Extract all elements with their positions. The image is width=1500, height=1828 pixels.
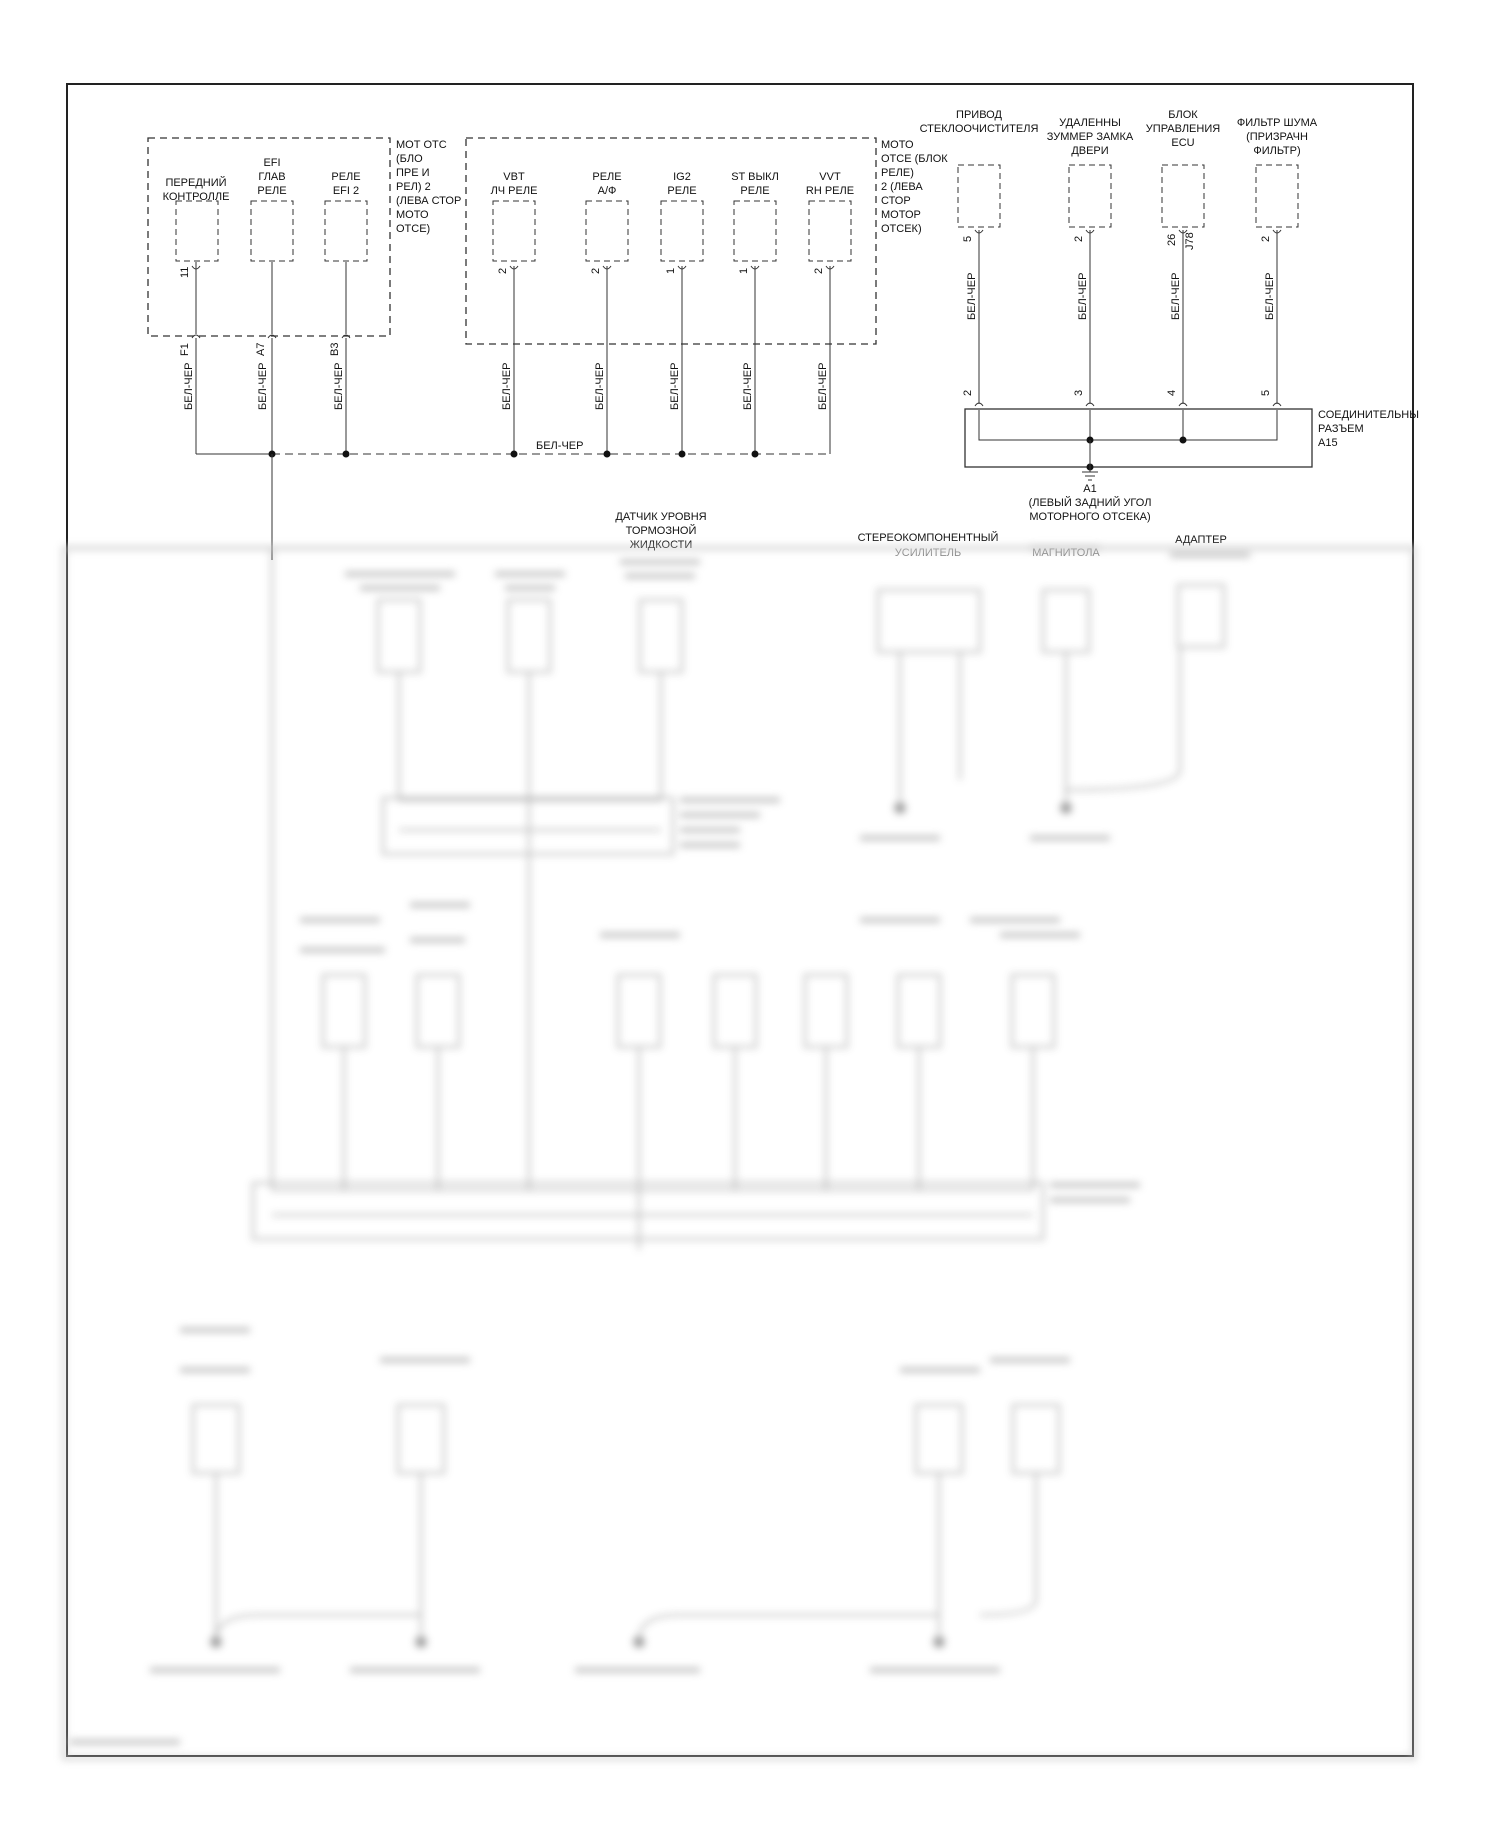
svg-text:МОТО: МОТО (881, 139, 914, 151)
noise-filter (1237, 117, 1318, 406)
svg-text:УСИЛИТЕЛЬ: УСИЛИТЕЛЬ (894, 547, 962, 559)
svg-text:РЕЛЕ: РЕЛЕ (740, 185, 770, 197)
svg-text:БЕЛ-ЧЕР: БЕЛ-ЧЕР (594, 362, 606, 410)
svg-text:2: 2 (962, 389, 974, 396)
svg-text:УДАЛЕННЫ: УДАЛЕННЫ (1059, 117, 1121, 129)
svg-text:F1: F1 (179, 343, 191, 356)
svg-text:A7: A7 (255, 342, 267, 356)
svg-text:26: 26 (1166, 233, 1178, 246)
top-section (148, 109, 1419, 560)
svg-text:ГЛАВ: ГЛАВ (258, 171, 286, 183)
svg-text:2: 2 (590, 267, 602, 274)
svg-text:СТОР: СТОР (881, 195, 911, 207)
svg-text:РЕЛЕ: РЕЛЕ (592, 171, 622, 183)
svg-text:МОТОРНОГО ОТСЕКА): МОТОРНОГО ОТСЕКА) (1029, 511, 1151, 523)
svg-text:БЕЛ-ЧЕР: БЕЛ-ЧЕР (669, 362, 681, 410)
svg-text:4: 4 (1166, 389, 1178, 396)
svg-text:БЕЛ-ЧЕР: БЕЛ-ЧЕР (1264, 272, 1276, 320)
svg-text:МОТ ОТС: МОТ ОТС (396, 139, 447, 151)
door-lock-buzzer (1047, 117, 1134, 406)
svg-text:2: 2 (1073, 235, 1085, 242)
svg-text:БЕЛ-ЧЕР: БЕЛ-ЧЕР (966, 272, 978, 320)
svg-text:ЗУММЕР ЗАМКА: ЗУММЕР ЗАМКА (1046, 131, 1134, 143)
svg-text:ФИЛЬТР ШУМА: ФИЛЬТР ШУМА (1236, 117, 1318, 129)
svg-text:3: 3 (1073, 389, 1085, 396)
svg-text:БЕЛ-ЧЕР: БЕЛ-ЧЕР (536, 440, 584, 452)
ground-bus (196, 440, 830, 560)
svg-text:ЖИДКОСТИ: ЖИДКОСТИ (629, 539, 693, 551)
svg-text:ST ВЫКЛ: ST ВЫКЛ (731, 171, 779, 183)
svg-text:КОНТРОЛЛЕ: КОНТРОЛЛЕ (162, 191, 230, 203)
svg-text:IG2: IG2 (673, 171, 691, 183)
svg-text:ПРИВОД: ПРИВОД (956, 109, 1002, 121)
svg-text:АДАПТЕР: АДАПТЕР (1175, 534, 1227, 546)
svg-text:ФИЛЬТР): ФИЛЬТР) (1253, 145, 1301, 157)
ig2-relay (661, 171, 703, 454)
svg-text:РАЗЪЕМ: РАЗЪЕМ (1318, 423, 1364, 435)
svg-text:БЕЛ-ЧЕР: БЕЛ-ЧЕР (1170, 272, 1182, 320)
svg-text:БЕЛ-ЧЕР: БЕЛ-ЧЕР (501, 362, 513, 410)
relay-block-2-outline (466, 138, 876, 344)
svg-text:ДАТЧИК УРОВНЯ: ДАТЧИК УРОВНЯ (615, 511, 707, 523)
vbt-relay (491, 171, 538, 454)
front-controller (163, 176, 230, 454)
svg-text:5: 5 (962, 235, 974, 242)
svg-text:(ЛЕВА СТОР: (ЛЕВА СТОР (396, 195, 462, 207)
svg-text:ПЕРЕДНИЙ: ПЕРЕДНИЙ (165, 177, 227, 189)
svg-text:БЕЛ-ЧЕР: БЕЛ-ЧЕР (183, 362, 195, 410)
svg-text:БЕЛ-ЧЕР: БЕЛ-ЧЕР (257, 362, 269, 410)
svg-text:2: 2 (497, 267, 509, 274)
svg-text:5: 5 (1260, 389, 1272, 396)
svg-text:СТЕРЕОКОМПОНЕНТНЫЙ: СТЕРЕОКОМПОНЕНТНЫЙ (857, 532, 999, 544)
svg-text:А/Ф: А/Ф (597, 185, 617, 197)
svg-text:A15: A15 (1318, 437, 1338, 449)
svg-text:БЕЛ-ЧЕР: БЕЛ-ЧЕР (817, 362, 829, 410)
svg-text:EFI 2: EFI 2 (332, 185, 360, 197)
svg-text:RH РЕЛЕ: RH РЕЛЕ (805, 185, 855, 197)
svg-text:РЕЛЕ: РЕЛЕ (331, 171, 361, 183)
svg-text:БЕЛ-ЧЕР: БЕЛ-ЧЕР (333, 362, 345, 410)
svg-text:ДВЕРИ: ДВЕРИ (1071, 145, 1109, 157)
svg-text:2: 2 (1260, 235, 1272, 242)
svg-text:(БЛО: (БЛО (396, 153, 423, 165)
svg-text:БЕЛ-ЧЕР: БЕЛ-ЧЕР (1077, 272, 1089, 320)
svg-text:(ЛЕВЫЙ ЗАДНИЙ УГОЛ: (ЛЕВЫЙ ЗАДНИЙ УГОЛ (1028, 497, 1152, 509)
svg-text:B3: B3 (329, 342, 341, 356)
svg-text:11: 11 (179, 266, 191, 278)
svg-text:БЛОК: БЛОК (1168, 109, 1198, 121)
svg-text:ОТСЕ (БЛОК: ОТСЕ (БЛОК (881, 153, 948, 165)
svg-text:МАГНИТОЛА: МАГНИТОЛА (1032, 547, 1100, 559)
connector-a15 (965, 409, 1419, 472)
relay-block-1-caption (396, 139, 461, 235)
efi-main-relay (251, 157, 293, 454)
svg-text:РЕЛЕ): РЕЛЕ) (881, 167, 914, 179)
svg-text:EFI: EFI (263, 157, 281, 169)
svg-text:VVT: VVT (819, 171, 841, 183)
svg-text:РЕЛ) 2: РЕЛ) 2 (396, 181, 431, 193)
svg-text:ECU: ECU (1171, 137, 1195, 149)
svg-text:СОЕДИНИТЕЛЬНЫ: СОЕДИНИТЕЛЬНЫ (1318, 409, 1419, 421)
svg-text:МОТО: МОТО (396, 209, 429, 221)
svg-text:ОТСЕ): ОТСЕ) (396, 223, 431, 235)
relay-block-2-caption (881, 139, 948, 235)
ground-point-a1 (1029, 472, 1152, 523)
svg-text:РЕЛЕ: РЕЛЕ (257, 185, 287, 197)
svg-text:БЕЛ-ЧЕР: БЕЛ-ЧЕР (742, 362, 754, 410)
svg-text:J78: J78 (1184, 232, 1196, 250)
svg-text:1: 1 (665, 267, 677, 274)
ac-relay (586, 171, 628, 454)
svg-text:VBT: VBT (503, 171, 525, 183)
svg-text:МОТОР: МОТОР (881, 209, 921, 221)
svg-text:ЛЧ РЕЛЕ: ЛЧ РЕЛЕ (490, 185, 538, 197)
ecu-control-unit (1146, 109, 1220, 406)
svg-text:(ПРИЗРАЧН: (ПРИЗРАЧН (1246, 131, 1308, 143)
svg-text:СТЕКЛООЧИСТИТЕЛЯ: СТЕКЛООЧИСТИТЕЛЯ (919, 123, 1039, 135)
svg-text:2 (ЛЕВА: 2 (ЛЕВА (881, 181, 923, 193)
svg-text:1: 1 (738, 267, 750, 274)
diagram-frame (67, 84, 1413, 1756)
st-switch-relay (731, 171, 779, 454)
svg-text:ПРЕ И: ПРЕ И (396, 167, 430, 179)
efi2-relay (325, 171, 367, 454)
svg-text:РЕЛЕ: РЕЛЕ (667, 185, 697, 197)
vvt-rh-relay (806, 171, 854, 454)
svg-text:2: 2 (813, 267, 825, 274)
svg-text:ТОРМОЗНОЙ: ТОРМОЗНОЙ (625, 525, 697, 537)
svg-text:ОТСЕК): ОТСЕК) (881, 223, 922, 235)
blurred-lower-section (64, 548, 1414, 1758)
svg-text:A1: A1 (1083, 483, 1097, 495)
svg-text:УПРАВЛЕНИЯ: УПРАВЛЕНИЯ (1145, 123, 1221, 135)
